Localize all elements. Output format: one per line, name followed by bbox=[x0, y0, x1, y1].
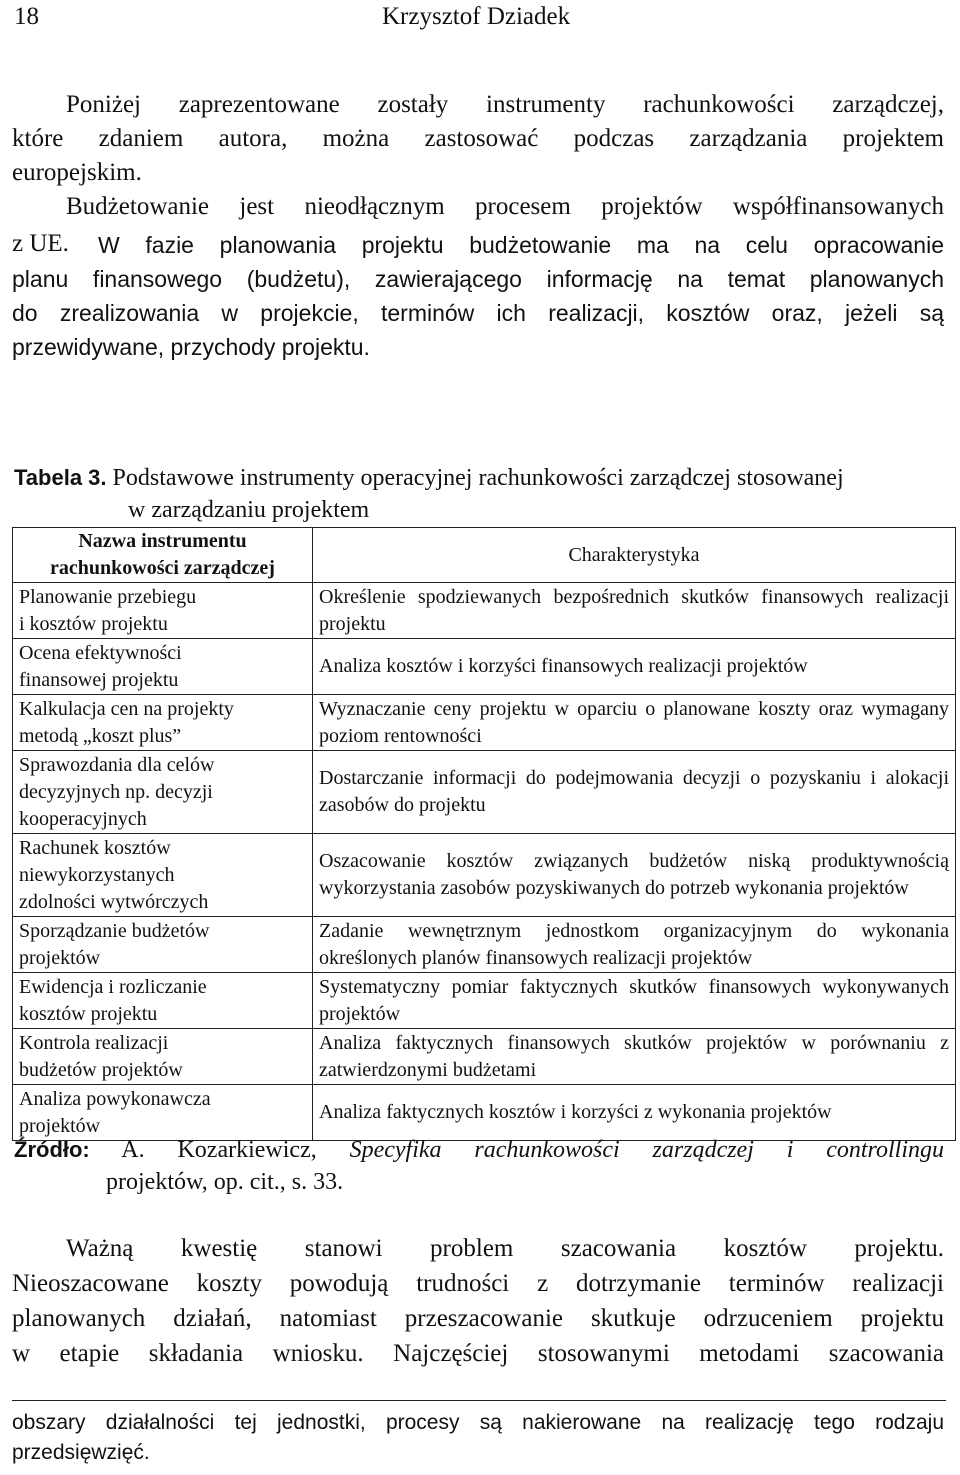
budget-paragraph-line: Budżetowanie jest nieodłącznym procesem projektów współfinansowanych bbox=[66, 193, 944, 220]
budget-paragraph-line: planu finansowego (budżetu), zawierającego informację na temat planowanych bbox=[12, 266, 944, 292]
characteristics-cell: Oszacowanie kosztów związanych budżetów niską produktywnością wykorzystania zasobów pozyskiwanych do potrzeb wykonania projektów bbox=[313, 834, 956, 917]
budget-paragraph-line: przewidywane, przychody projektu. bbox=[12, 334, 370, 360]
table-row bbox=[13, 639, 956, 695]
closing-paragraph-line: Nieoszacowane koszty powodują trudności z dotrzymanie terminów realizacji bbox=[12, 1270, 944, 1297]
instrument-cell: Ewidencja i rozliczanie kosztów projektu bbox=[13, 973, 313, 1029]
table-caption bbox=[14, 462, 944, 526]
intro-paragraph-line: które zdaniem autora, można zastosować podczas zarządzania projektem bbox=[12, 125, 944, 152]
source-author: A. Kozarkiewicz, bbox=[121, 1137, 317, 1163]
table-title: Podstawowe instrumenty operacyjnej rachunkowości zarządczej stosowanej bbox=[112, 465, 844, 491]
table-row bbox=[13, 695, 956, 751]
table-row bbox=[13, 973, 956, 1029]
table-row bbox=[13, 751, 956, 834]
source-details: projektów, op. cit., s. 33. bbox=[106, 1169, 344, 1195]
running-header-author: Krzysztof Dziadek bbox=[382, 3, 571, 30]
source-label: Źródło: bbox=[14, 1137, 90, 1162]
column-header-characteristics: Charakterystyka bbox=[313, 528, 956, 583]
instrument-cell: Planowanie przebiegu i kosztów projektu bbox=[13, 583, 313, 639]
source-title: Specyfika rachunkowości zarządczej i controllingu bbox=[349, 1137, 945, 1163]
closing-paragraph-line: planowanych działań, natomiast przeszacowanie skutkuje odrzuceniem projektu bbox=[12, 1305, 944, 1332]
table-row bbox=[13, 834, 956, 917]
characteristics-cell: Wyznaczanie ceny projektu w oparciu o planowane koszty oraz wymagany poziom rentowności bbox=[313, 695, 956, 751]
instrument-cell: Kontrola realizacji budżetów projektów bbox=[13, 1029, 313, 1085]
characteristics-cell: Dostarczanie informacji do podejmowania decyzji o pozyskaniu i alokacji zasobów do projektu bbox=[313, 751, 956, 834]
instrument-cell: Kalkulacja cen na projekty metodą „koszt plus” bbox=[13, 695, 313, 751]
budget-line-start: z UE. bbox=[12, 230, 69, 257]
budget-paragraph-line: W fazie planowania projektu budżetowanie ma na celu opracowanie bbox=[98, 232, 944, 258]
instrument-cell: Rachunek kosztów niewykorzystanych zdolności wytwórczych bbox=[13, 834, 313, 917]
table-header-row bbox=[13, 528, 956, 583]
instrument-cell: Ocena efektywności finansowej projektu bbox=[13, 639, 313, 695]
table-title-continued: w zarządzaniu projektem bbox=[128, 497, 370, 523]
footnote-line: przedsięwzięć. bbox=[12, 1441, 150, 1464]
intro-paragraph-line: europejskim. bbox=[12, 159, 142, 186]
table-row bbox=[13, 917, 956, 973]
budget-paragraph-line: do zrealizowania w projekcie, terminów ich realizacji, kosztów oraz, jeżeli są bbox=[12, 300, 944, 326]
table-source-note bbox=[14, 1134, 944, 1198]
instruments-table bbox=[12, 527, 956, 1141]
table-row bbox=[13, 1085, 956, 1141]
table-row bbox=[13, 1029, 956, 1085]
column-header-instrument: Nazwa instrumentu rachunkowości zarządczej bbox=[13, 528, 313, 583]
characteristics-cell: Zadanie wewnętrznym jednostkom organizacyjnym do wykonania określonych planów finansowych realizacji projektów bbox=[313, 917, 956, 973]
closing-paragraph-line: w etapie składania wniosku. Najczęściej stosowanymi metodami szacowania bbox=[12, 1340, 944, 1367]
characteristics-cell: Analiza kosztów i korzyści finansowych realizacji projektów bbox=[313, 639, 956, 695]
instrument-cell: Analiza powykonawcza projektów bbox=[13, 1085, 313, 1141]
footnote-separator bbox=[12, 1400, 946, 1401]
table-label: Tabela 3. bbox=[14, 465, 107, 490]
table-row bbox=[13, 583, 956, 639]
characteristics-cell: Systematyczny pomiar faktycznych skutków finansowych wykonywanych projektów bbox=[313, 973, 956, 1029]
footnote bbox=[12, 1408, 944, 1468]
page-number: 18 bbox=[14, 3, 39, 30]
characteristics-cell: Analiza faktycznych finansowych skutków projektów w porównaniu z zatwierdzonymi budżetami bbox=[313, 1029, 956, 1085]
instrument-cell: Sporządzanie budżetów projektów bbox=[13, 917, 313, 973]
characteristics-cell: Określenie spodziewanych bezpośrednich skutków finansowych realizacji projektu bbox=[313, 583, 956, 639]
closing-paragraph-line: Ważną kwestię stanowi problem szacowania kosztów projektu. bbox=[66, 1235, 944, 1262]
footnote-line: obszary działalności tej jednostki, procesy są nakierowane na realizację tego rodzaju bbox=[12, 1411, 944, 1434]
instrument-cell: Sprawozdania dla celów decyzyjnych np. decyzji kooperacyjnych bbox=[13, 751, 313, 834]
intro-paragraph-line: Poniżej zaprezentowane zostały instrumenty rachunkowości zarządczej, bbox=[66, 91, 944, 118]
characteristics-cell: Analiza faktycznych kosztów i korzyści z wykonania projektów bbox=[313, 1085, 956, 1141]
